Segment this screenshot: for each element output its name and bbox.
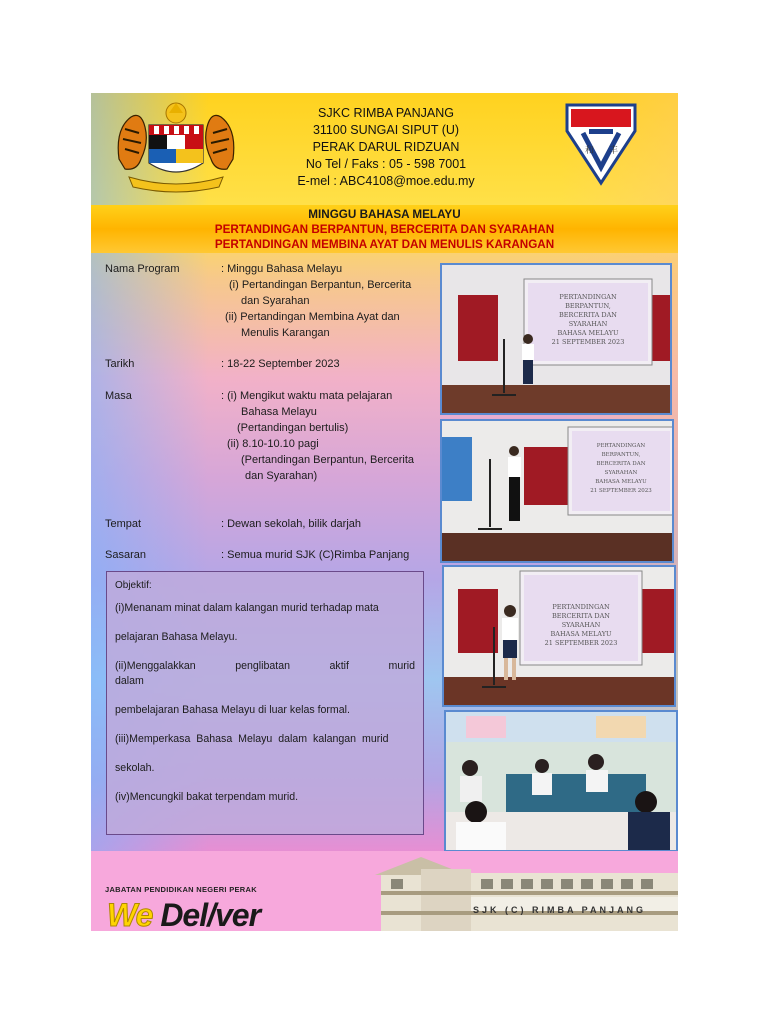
svg-text:21 SEPTEMBER 2023: 21 SEPTEMBER 2023 bbox=[551, 338, 625, 346]
svg-text:SYARAHAN: SYARAHAN bbox=[604, 470, 638, 476]
school-address-line2: PERAK DARUL RIDZUAN bbox=[312, 140, 460, 154]
svg-text:和: 和 bbox=[585, 146, 595, 156]
svg-text:BERCERITA DAN: BERCERITA DAN bbox=[552, 612, 610, 620]
target-value: : Semua murid SJK (C)Rimba Panjang bbox=[221, 549, 410, 561]
svg-text:SYARAHAN: SYARAHAN bbox=[568, 320, 608, 328]
school-name: SJKC RIMBA PANJANG bbox=[318, 106, 454, 120]
svg-text:BERPANTUN,: BERPANTUN, bbox=[565, 302, 611, 310]
event-title-banner bbox=[91, 205, 678, 253]
place-label: Tempat bbox=[105, 518, 142, 530]
svg-text:PERTANDINGAN: PERTANDINGAN bbox=[552, 603, 610, 611]
objective-2: (ii)Menggalakkan penglibatan aktif murid dalam bbox=[115, 660, 415, 687]
school-contact-block bbox=[241, 105, 531, 190]
svg-text:BAHASA MELAYU: BAHASA MELAYU bbox=[557, 329, 619, 337]
objectives-box bbox=[106, 571, 424, 835]
svg-text:21 SEPTEMBER 2023: 21 SEPTEMBER 2023 bbox=[544, 639, 618, 647]
photo-classroom bbox=[444, 710, 678, 852]
svg-text:BERCERITA DAN: BERCERITA DAN bbox=[559, 311, 617, 319]
header bbox=[91, 93, 678, 205]
objectives-title: Objektif: bbox=[115, 580, 152, 591]
malaysia-coat-of-arms-icon bbox=[111, 99, 241, 195]
objective-3-cont: sekolah. bbox=[115, 762, 155, 774]
poster: SJKC RIMBA PANJANG 31100 SUNGAI SIPUT (U) PERAK DARUL RIDZUAN No Tel / Faks : 05 - 598 7001 E-mel : ABC4108@moe.edu.my 和 丰 MINGGU BAHASA MELAYU PERTANDINGAN BERPANTUN, BERCERITA DAN SYARAHAN PERTANDINGAN MEMBINA AYAT DAN MENULIS KARANGAN Nama Program : Minggu Bahasa Melayu (i) Pertandingan Berpantun, Bercerita dan Syarahan (ii) Pertandingan Membina Ayat dan Menulis Karangan Tarikh : 18-22 September 2023 Masa : (i) Mengikut waktu mata pelajaran Bahasa Melayu (Pertandingan bertulis) (ii) 8.10-10.10 pagi (Pertandingan Berpantun, Bercerita dan Syarahan) Tempat : Dewan sekolah, bilik darjah Sasaran : Semua murid SJK (C)Rimba Panjang Objektif: (i)Menanam minat dalam kalangan murid terhadap mata pelajaran Bahasa Melayu. (ii)Menggalakkan penglibatan aktif murid dalam pembelajaran Bahasa Melayu di luar kelas formal. (iii)Memperkasa Bahasa Melayu dalam kalangan murid sekolah. (iv)Mencungkil bakat terpendam murid. PERTANDINGAN BERPANTUN, BERCERITA DAN SYARAHAN BAHASA MELAYU 21 SEPTEMBER 2023 PERTANDINGAN BERPANTUN, BERCERITA DAN SYARAHAN BAHASA MELAYU 21 SEPTEMBER 2023 PERTANDINGAN BERCERITA DAN SYARAHAN BAHASA MELAYU 21 SEPTEMBER 2023 JABATAN PENDIDIKAN NEGERI PERAK We Del/ver SJK (C) RIMBA PANJANG bbox=[91, 93, 678, 931]
photo-speech-2 bbox=[440, 419, 674, 563]
time-value-1: : (i) Mengikut waktu mata pelajaran bbox=[221, 390, 393, 402]
svg-text:BAHASA MELAYU: BAHASA MELAYU bbox=[550, 630, 612, 638]
program-label: Nama Program bbox=[105, 263, 180, 275]
event-title: MINGGU BAHASA MELAYU bbox=[308, 208, 461, 221]
svg-text:PERTANDINGAN: PERTANDINGAN bbox=[596, 443, 646, 449]
svg-text:BERPANTUN,: BERPANTUN, bbox=[601, 452, 641, 458]
objective-2-cont: pembelajaran Bahasa Melayu di luar kelas formal. bbox=[115, 704, 350, 716]
photo-speech-3 bbox=[442, 565, 676, 707]
program-value: : Minggu Bahasa Melayu bbox=[221, 263, 343, 275]
school-address-line1: 31100 SUNGAI SIPUT (U) bbox=[312, 123, 460, 137]
svg-text:SYARAHAN: SYARAHAN bbox=[561, 621, 601, 629]
slogan-deliver: Del/ver bbox=[160, 897, 261, 931]
school-email: E-mel : ABC4108@moe.edu.my bbox=[297, 174, 475, 188]
we-deliver-logo bbox=[107, 897, 260, 931]
svg-text:21 SEPTEMBER 2023: 21 SEPTEMBER 2023 bbox=[590, 488, 652, 494]
date-value: : 18-22 September 2023 bbox=[221, 358, 340, 370]
target-label: Sasaran bbox=[105, 549, 146, 561]
objective-3: (iii)Memperkasa Bahasa Melayu dalam kalangan murid bbox=[115, 733, 389, 745]
building-sign: SJK (C) RIMBA PANJANG bbox=[473, 905, 647, 915]
school-emblem-icon bbox=[563, 101, 639, 187]
event-subtitle-1: PERTANDINGAN BERPANTUN, BERCERITA DAN SYARAHAN bbox=[214, 223, 555, 236]
photo-speech-1 bbox=[440, 263, 672, 415]
place-value: : Dewan sekolah, bilik darjah bbox=[221, 518, 362, 530]
svg-text:PERTANDINGAN: PERTANDINGAN bbox=[559, 293, 617, 301]
event-subtitle-2: PERTANDINGAN MEMBINA AYAT DAN MENULIS KARANGAN bbox=[214, 238, 555, 251]
objective-4: (iv)Mencungkil bakat terpendam murid. bbox=[115, 791, 299, 803]
school-phone: No Tel / Faks : 05 - 598 7001 bbox=[305, 157, 467, 171]
time-label: Masa bbox=[105, 390, 132, 402]
svg-text:BAHASA MELAYU: BAHASA MELAYU bbox=[595, 479, 647, 485]
date-label: Tarikh bbox=[105, 358, 135, 370]
svg-text:BERCERITA DAN: BERCERITA DAN bbox=[596, 461, 646, 467]
svg-text:丰: 丰 bbox=[609, 146, 619, 156]
objective-1-cont: pelajaran Bahasa Melayu. bbox=[115, 631, 238, 643]
department-name: JABATAN PENDIDIKAN NEGERI PERAK bbox=[105, 885, 257, 894]
slogan-we: We bbox=[107, 897, 153, 931]
objective-1: (i)Menanam minat dalam kalangan murid terhadap mata bbox=[115, 602, 379, 614]
